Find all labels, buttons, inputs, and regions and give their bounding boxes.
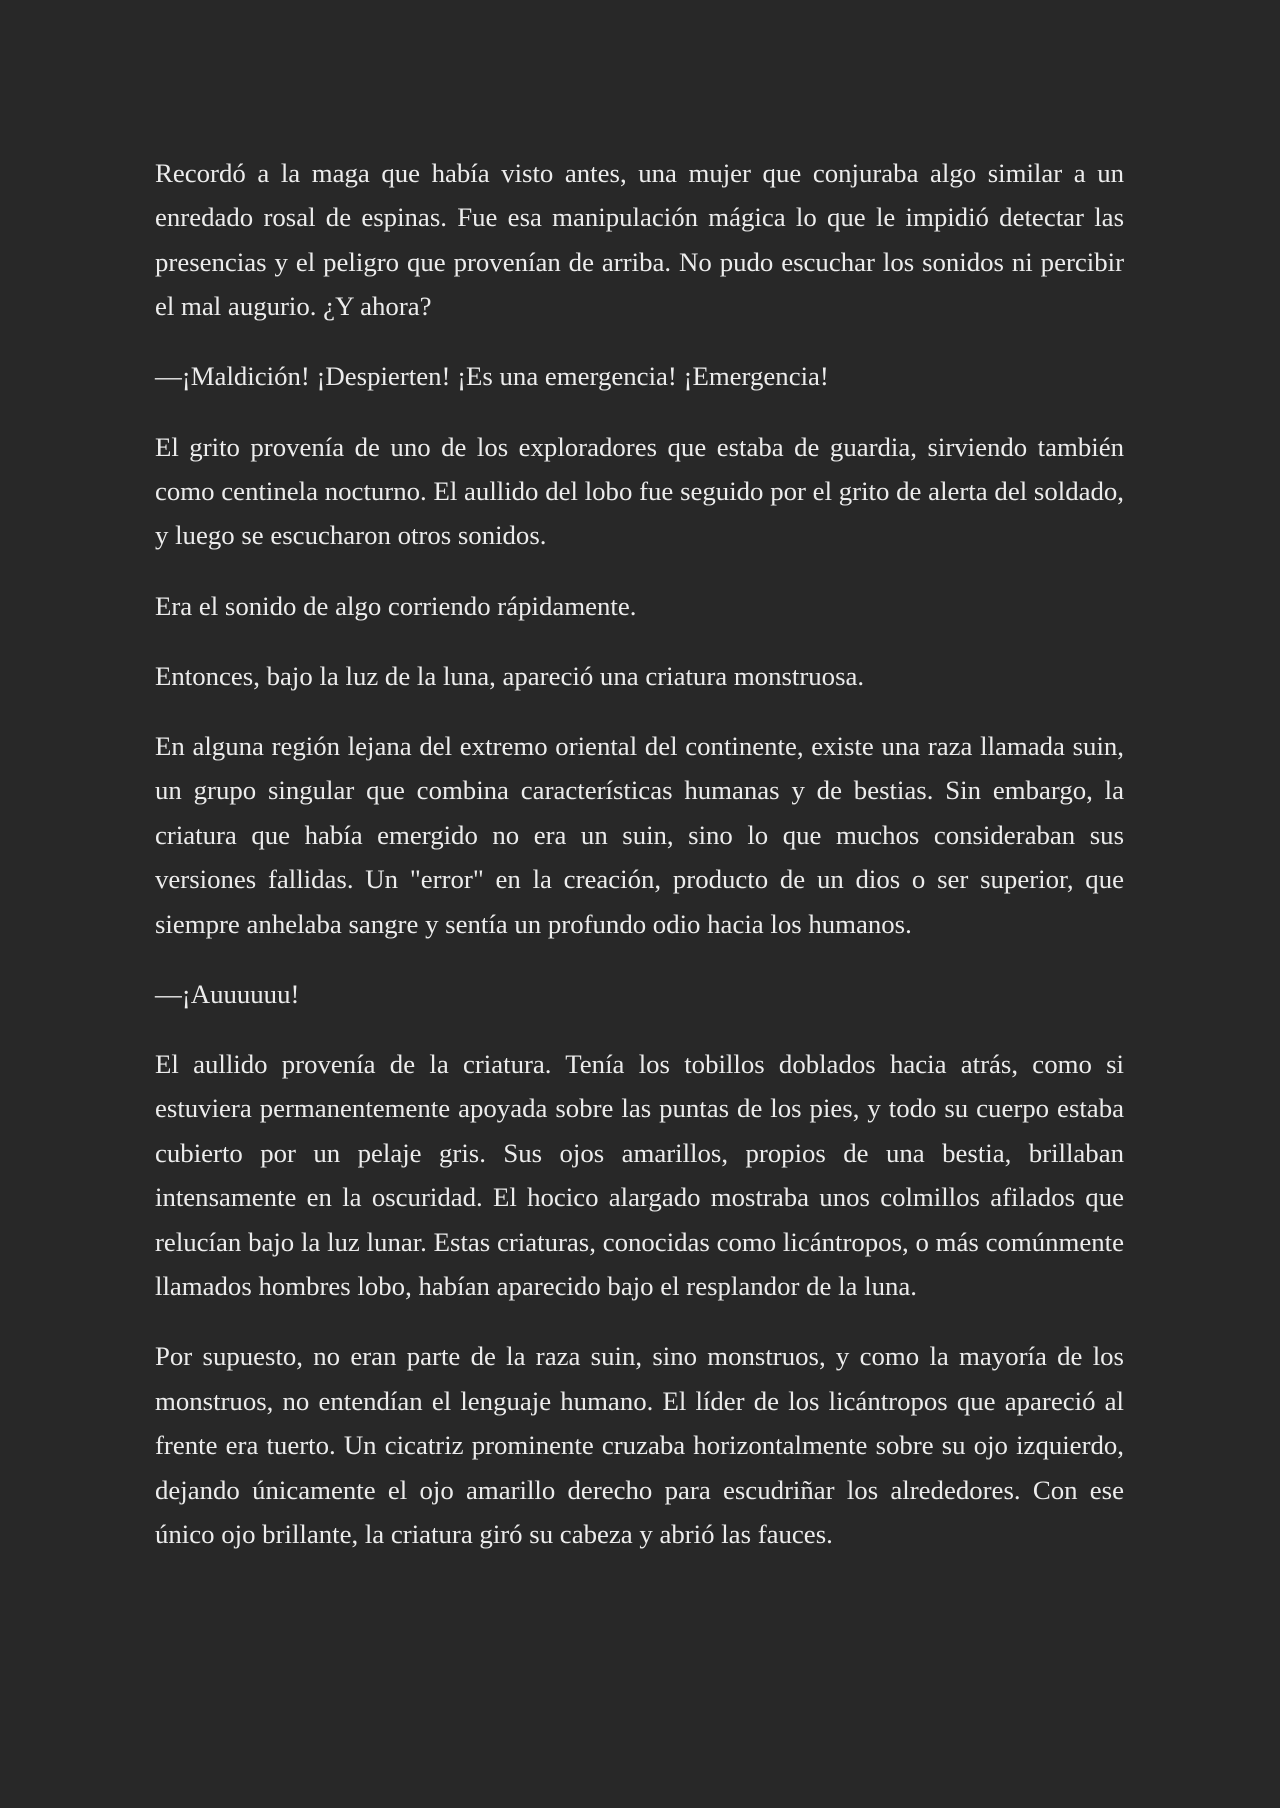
- paragraph: Era el sonido de algo corriendo rápidamente.: [155, 590, 637, 621]
- dialogue-line: —¡Maldición! ¡Despierten! ¡Es una emergencia! ¡Emergencia!: [155, 361, 829, 392]
- paragraph: En alguna región lejana del extremo oriental del continente, existe una raza llamada suin, un grupo singular que combina características humanas y de bestias. Sin embargo, la criatura que había emergido no era un suin, sino lo que muchos consideraban sus versiones fallidas. Un "error" en la creación, producto de un dios o ser superior, que siempre anhelaba sangre y sentía un profundo odio hacia los humanos.: [155, 731, 1124, 939]
- paragraph: El grito provenía de uno de los exploradores que estaba de guardia, sirviendo también como centinela nocturno. El aullido del lobo fue seguido por el grito de alerta del soldado, y luego se escucharon otros sonidos.: [155, 431, 1124, 551]
- paragraph: Entonces, bajo la luz de la luna, apareció una criatura monstruosa.: [155, 660, 865, 691]
- paragraph: El aullido provenía de la criatura. Tenía los tobillos doblados hacia atrás, como si estuviera permanentemente apoyada sobre las puntas de los pies, y todo su cuerpo estaba cubierto por un pelaje gris. Sus ojos amarillos, propios de una bestia, brillaban intensamente en la oscuridad. El hocico alargado mostraba unos colmillos afilados que relucían bajo la luz lunar. Estas criaturas, conocidas como licántropos, o más comúnmente llamados hombres lobo, habían aparecido bajo el resplandor de la luna.: [155, 1049, 1124, 1302]
- paragraph: Recordó a la maga que había visto antes, una mujer que conjuraba algo similar a un enredado rosal de espinas. Fue esa manipulación mágica lo que le impidió detectar las presencias y el peligro que provenían de arriba. No pudo escuchar los sonidos ni percibir el mal augurio. ¿Y ahora?: [155, 158, 1124, 322]
- paragraph: Por supuesto, no eran parte de la raza suin, sino monstruos, y como la mayoría de los monstruos, no entendían el lenguaje humano. El líder de los licántropos que apareció al frente era tuerto. Un cicatriz prominente cruzaba horizontalmente sobre su ojo izquierdo, dejando únicamente el ojo amarillo derecho para escudriñar los alrededores. Con ese único ojo brillante, la criatura giró su cabeza y abrió las fauces.: [155, 1341, 1124, 1549]
- dialogue-line: —¡Auuuuuu!: [155, 978, 300, 1009]
